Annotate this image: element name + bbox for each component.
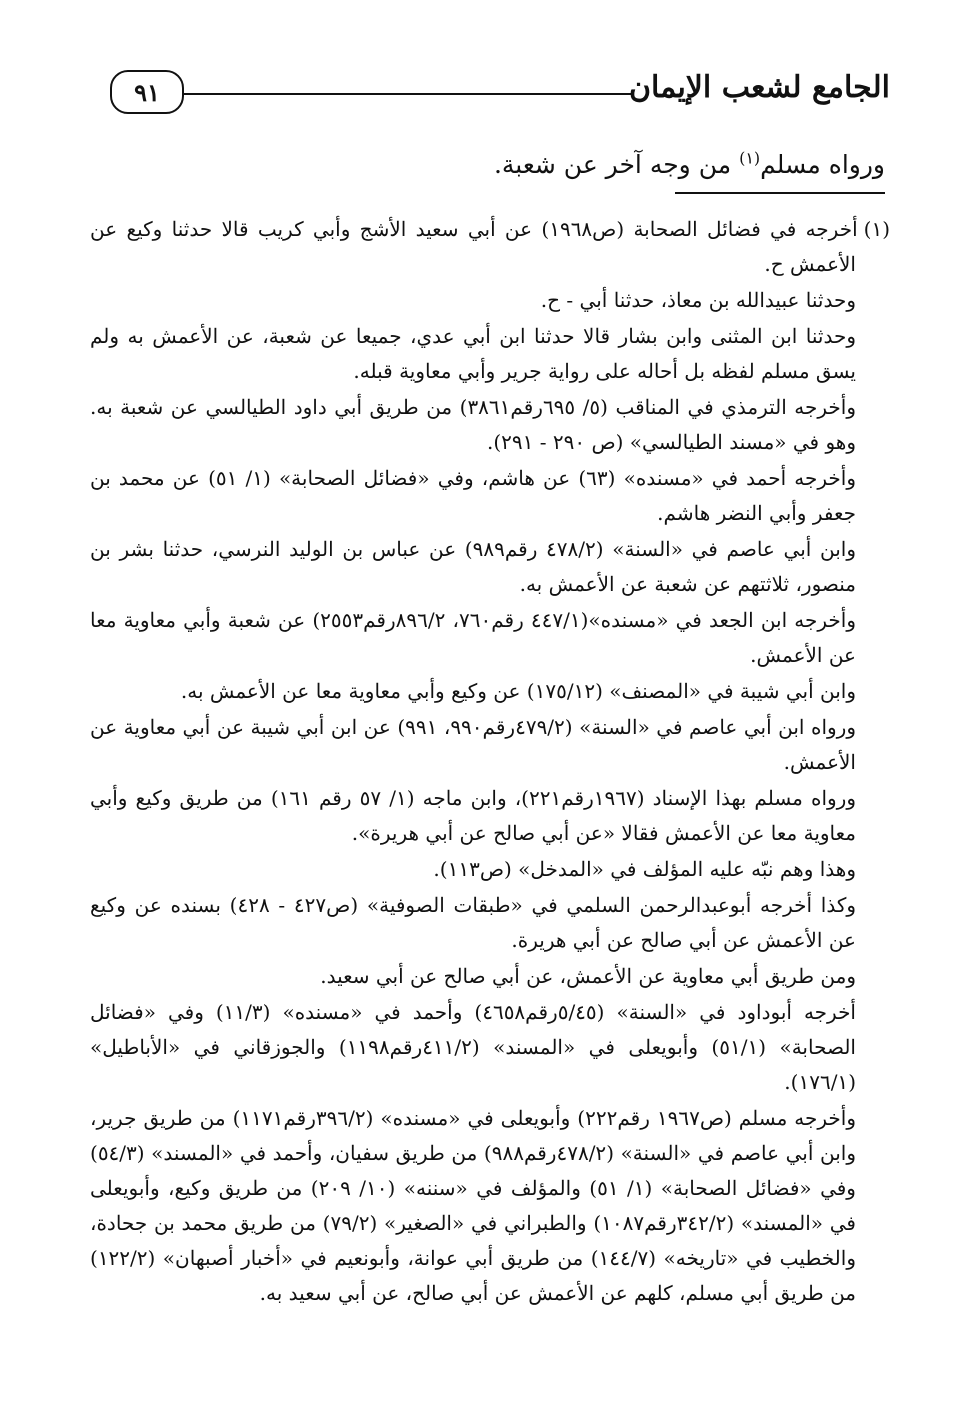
footnote-paragraph: وكذا أخرجه أبوعبدالرحمن السلمي في «طبقات الصوفية» (ص٤٢٧ - ٤٢٨) بسنده عن وكيع عن الأعمش عن أبي صالح عن أبي هريرة. (90, 893, 857, 952)
footnotes (90, 212, 890, 1370)
footnote-reference[interactable]: (١) (739, 148, 761, 168)
footnote-paragraph: وأخرجه مسلم (ص١٩٦٧ رقم٢٢٢) وأبويعلى في «مسنده» (٣٩٦/٢رقم١١٧١) من طريق جرير، وابن أبي عاصم في «السنة» (٤٧٨/٢رقم٩٨٨) من طريق سفيان، وأحمد في «المسند» (٥٤/٣) وفي «فضائل الصحابة» (١/ ٥١) والمؤلف في «سننه» (١٠/ ٢٠٩) من طريق وكيع، وأبويعلى في «المسند» (٣٤٢/٢رقم١٠٨٧) والطبراني في «الصغير» (٧٩/٢) من طريق محمد بن جحادة، والخطيب في «تاريخه» (١٤٤/٧) من طريق أبي عوانة، وأبونعيم في «أخبار أصبهان» (١٢٢/٢) من طريق أبي مسلم، كلهم عن الأعمش عن أبي صالح، عن أبي سعيد به. (90, 1106, 856, 1305)
footnote-paragraph: وأخرجه ابن الجعد في «مسنده»(٤٤٧/١ رقم٧٦٠، ٨٩٦/٢رقم٢٥٥٣) عن شعبة وأبي معاوية معا عن الأعمش. (90, 608, 857, 667)
page-header (110, 60, 890, 118)
footnote-paragraph: وأخرجه الترمذي في المناقب (٥/ ٦٩٥رقم٣٨٦١) من طريق أبي داود الطيالسي عن شعبة به. وهو في «مسند الطيالسي» (ص ٢٩٠ - ٢٩١). (90, 395, 856, 454)
footnote-marker: (١) (863, 217, 891, 241)
footnote-paragraph: وحدثنا عبيدالله بن معاذ، حدثنا أبي - ح. (540, 288, 856, 312)
footnote-paragraph: وابن أبي عاصم في «السنة» (٤٧٨/٢ رقم٩٨٩) عن عباس بن الوليد النرسي، حدثنا بشر بن منصور، ثلاثتهم عن شعبة عن الأعمش به. (90, 537, 856, 596)
footnote-paragraph: وأخرجه أحمد في «مسنده» (٦٣) عن هاشم، وفي «فضائل الصحابة» (١/ ٥١) عن محمد بن جعفر وأبي النضر هاشم. (90, 466, 856, 525)
footnote-paragraph: ورواه مسلم بهذا الإسناد (١٩٦٧رقم٢٢١)، وابن ماجه (١/ ٥٧ رقم ١٦١) من طريق وكيع وأبي معاوية معا عن الأعمش فقالا «عن أبي صالح عن أبي هريرة». (90, 786, 856, 845)
footnote-paragraph: ومن طريق أبي معاوية عن الأعمش، عن أبي صالح عن أبي سعيد. (320, 964, 856, 988)
footnote-paragraph: أخرجه أبوداود في «السنة» (٥/٤٥رقم٤٦٥٨) وأحمد في «مسنده» (١١/٣) وفي «فضائل الصحابة» (٥١/١) وأبويعلى في «المسند» (٤١١/٢رقم١١٩٨) والجوزقاني في «الأباطيل» (١٧٦/١). (90, 1000, 856, 1094)
page-number: ٩١ (110, 70, 184, 114)
header-rule (182, 93, 632, 95)
main-text-start: ورواه مسلم (760, 150, 885, 179)
footnote-paragraph: ورواه ابن أبي عاصم في «السنة» (٤٧٩/٢رقم٩٩٠، ٩٩١) عن ابن أبي شيبة عن أبي معاوية عن الأعمش. (90, 715, 856, 774)
footnote-paragraph: وحدثنا ابن المثنى وابن بشار قالا حدثنا ابن أبي عدي، جميعا عن شعبة، عن الأعمش به ولم يسق مسلم لفظه بل أحاله على رواية جرير وأبي معاوية قبله. (90, 324, 856, 383)
main-text-end: من وجه آخر عن شعبة. (493, 150, 740, 179)
footnote-paragraph: (١)أخرجه في فضائل الصحابة (ص١٩٦٨) عن أبي سعيد الأشج وأبي كريب قالا حدثنا وكيع عن الأعمش ح. (90, 217, 891, 276)
footnote-paragraph: وابن أبي شيبة في «المصنف» (١٧٥/١٢) عن وكيع وأبي معاوية معا عن الأعمش به. (180, 679, 856, 703)
running-title: الجامع لشعب الإيمان (628, 70, 890, 105)
main-text (105, 145, 885, 185)
footnote-paragraph: وهذا وهم نبّه عليه المؤلف في «المدخل» (ص١١٣). (433, 857, 856, 881)
footnote-separator (675, 192, 885, 194)
